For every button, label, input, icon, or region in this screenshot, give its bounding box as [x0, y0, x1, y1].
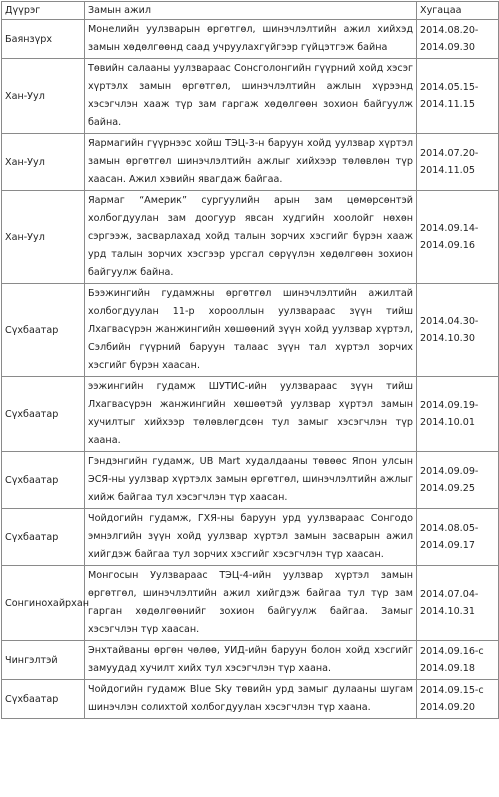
header-district: Дүүрэг: [2, 2, 85, 20]
cell-description: Чойдогийн гудамж, ГХЯ-ны баруун урд уулзвараас Сонгодо эмнэлгийн зүүн хойд уулзвар хүртэл замын засварын ажил хийгдэж байгаа тул зорчих хэсгийг хэсэгчлэн түр хаасан.: [85, 509, 417, 566]
duration-start: 2014.09.16-с: [420, 646, 484, 657]
table-row: [2, 377, 499, 452]
cell-district: Сүхбаатар: [2, 452, 85, 509]
cell-description: Яармаг “Америк” сургуулийн арын зам цөмөрсөнтэй холбогдуулан зам доогуур явсан худгийн хоолойг нөхөн сэргээж, засварлахад хойд талын зорчих хэсгийг бүрэн хааж урд талын зорчих хэсгээр урсгал сөрүүлэн хөдөлгөөн зохион байгуулж байна.: [85, 191, 417, 284]
table-row: [2, 566, 499, 641]
cell-description: Монелийн уулзварын өргөтгөл, шинэчлэлтийн ажил хийхэд замын хөдөлгөөнд саад учруулахгүйгээр гүйцэтгэж байна: [85, 20, 417, 59]
duration-start: 2014.09.09-: [420, 466, 479, 477]
cell-description: Монгосын Уулзвараас ТЭЦ-4-ийн уулзвар хүртэл замын өргөтгөл, шинэчлэлтийн ажил хийгдэж байгаа тул түр зам гарган хөдөлгөөнийг зохион байгуулж байгаа. Замыг хэсэгчлэн түр хаасан.: [85, 566, 417, 641]
duration-start: 2014.07.04-: [420, 589, 479, 600]
duration-start: 2014.05.15-: [420, 82, 479, 93]
table-row: [2, 134, 499, 191]
table-row: [2, 680, 499, 719]
duration-start: 2014.09.14-: [420, 223, 479, 234]
duration-end: 2014.10.31: [420, 606, 475, 617]
cell-district: Баянзүрх: [2, 20, 85, 59]
duration-end: 2014.09.16: [420, 240, 475, 251]
cell-duration: [417, 641, 499, 680]
duration-start: 2014.09.19-: [420, 400, 479, 411]
duration-end: 2014.09.17: [420, 540, 475, 551]
cell-duration: [417, 59, 499, 134]
table-row: [2, 20, 499, 59]
duration-start: 2014.04.30-: [420, 316, 479, 327]
duration-end: 2014.10.01: [420, 417, 475, 428]
duration-start: 2014.09.15-с: [420, 685, 484, 696]
duration-end: 2014.11.05: [420, 165, 475, 176]
cell-description: Бээжингийн гудамжны өргөтгөл шинэчлэлтийн ажилтай холбогдуулан 11-р хорооллын уулзвараас зүүн тийш Лхагвасүрэн жанжингийн хөшөөний зүүн хойд уулзвар хүртэл, Сэлбийн гүүрний баруун талаас зүүн тал хүртэл зорчих хэсгийг бүрэн хаасан.: [85, 284, 417, 377]
header-description: Замын ажил: [85, 2, 417, 20]
cell-description: Энхтайваны өргөн чөлөө, УИД-ийн баруун болон хойд хэсгийг замуудад хучилт хийх тул хэсэгчлэн түр хаана.: [85, 641, 417, 680]
cell-duration: [417, 377, 499, 452]
cell-district: Сүхбаатар: [2, 377, 85, 452]
duration-end: 2014.09.20: [420, 702, 475, 713]
cell-district: Чингэлтэй: [2, 641, 85, 680]
cell-duration: [417, 566, 499, 641]
cell-description: Гэндэнгийн гудамж, UB Mart худалдааны төвөөс Япон улсын ЭСЯ-ны уулзвар хүртэлх замын өргөтгөл, шинэчлэлтийн ажлыг хийж байгаа тул хэсэгчлэн түр хаасан.: [85, 452, 417, 509]
cell-district: Хан-Уул: [2, 191, 85, 284]
table-row: [2, 59, 499, 134]
cell-duration: [417, 284, 499, 377]
duration-end: 2014.11.15: [420, 99, 475, 110]
cell-description: Чойдогийн гудамж Blue Sky төвийн урд замыг дулааны шугам шинэчлэн солихтой холбогдуулан хэсэгчлэн түр хаана.: [85, 680, 417, 719]
cell-description: Төвийн салааны уулзвараас Сонсголонгийн гүүрний хойд хэсэг хүртэлх замын өргөтгөл, шинэчлэлтийн ажлын хүрээнд хэсэгчлэн хааж түр зам гаргаж хөдөлгөөн зохион байгуулж байна.: [85, 59, 417, 134]
table-row: [2, 452, 499, 509]
duration-end: 2014.09.18: [420, 663, 475, 674]
cell-duration: [417, 20, 499, 59]
cell-district: Хан-Уул: [2, 59, 85, 134]
cell-duration: [417, 680, 499, 719]
header-duration: Хугацаа: [417, 2, 499, 20]
cell-district: Сүхбаатар: [2, 284, 85, 377]
roadworks-table: [1, 1, 499, 719]
table-row: [2, 641, 499, 680]
table-row: [2, 191, 499, 284]
cell-description: ээжингийн гудамж ШУТИС-ийн уулзвараас зүүн тийш Лхагвасүрэн жанжингийн хөшөөтэй уулзвар хүртэл замын хучилтыг хийхээр төлөвлөгдсөн тул замыг хэсэгчлэн түр хаана.: [85, 377, 417, 452]
duration-end: 2014.10.30: [420, 333, 475, 344]
cell-district: Хан-Уул: [2, 134, 85, 191]
duration-end: 2014.09.25: [420, 483, 475, 494]
table-header-row: [2, 2, 499, 20]
duration-start: 2014.07.20-: [420, 148, 479, 159]
table-row: [2, 509, 499, 566]
cell-district: Сүхбаатар: [2, 509, 85, 566]
duration-start: 2014.08.05-: [420, 523, 479, 534]
duration-start: 2014.08.20-: [420, 25, 479, 36]
cell-district: Сонгинохайрхан: [2, 566, 85, 641]
table-row: [2, 284, 499, 377]
cell-district: Сүхбаатар: [2, 680, 85, 719]
cell-duration: [417, 452, 499, 509]
cell-duration: [417, 191, 499, 284]
cell-description: Яармагийн гүүрнээс хойш ТЭЦ-3-н баруун хойд уулзвар хүртэл замын өргөтгөл шинэчлэлтийн ажлыг хийхээр төлөвлөн түр хаасан. Ажил хэвийн явагдаж байгаа.: [85, 134, 417, 191]
cell-duration: [417, 134, 499, 191]
duration-end: 2014.09.30: [420, 42, 475, 53]
cell-duration: [417, 509, 499, 566]
